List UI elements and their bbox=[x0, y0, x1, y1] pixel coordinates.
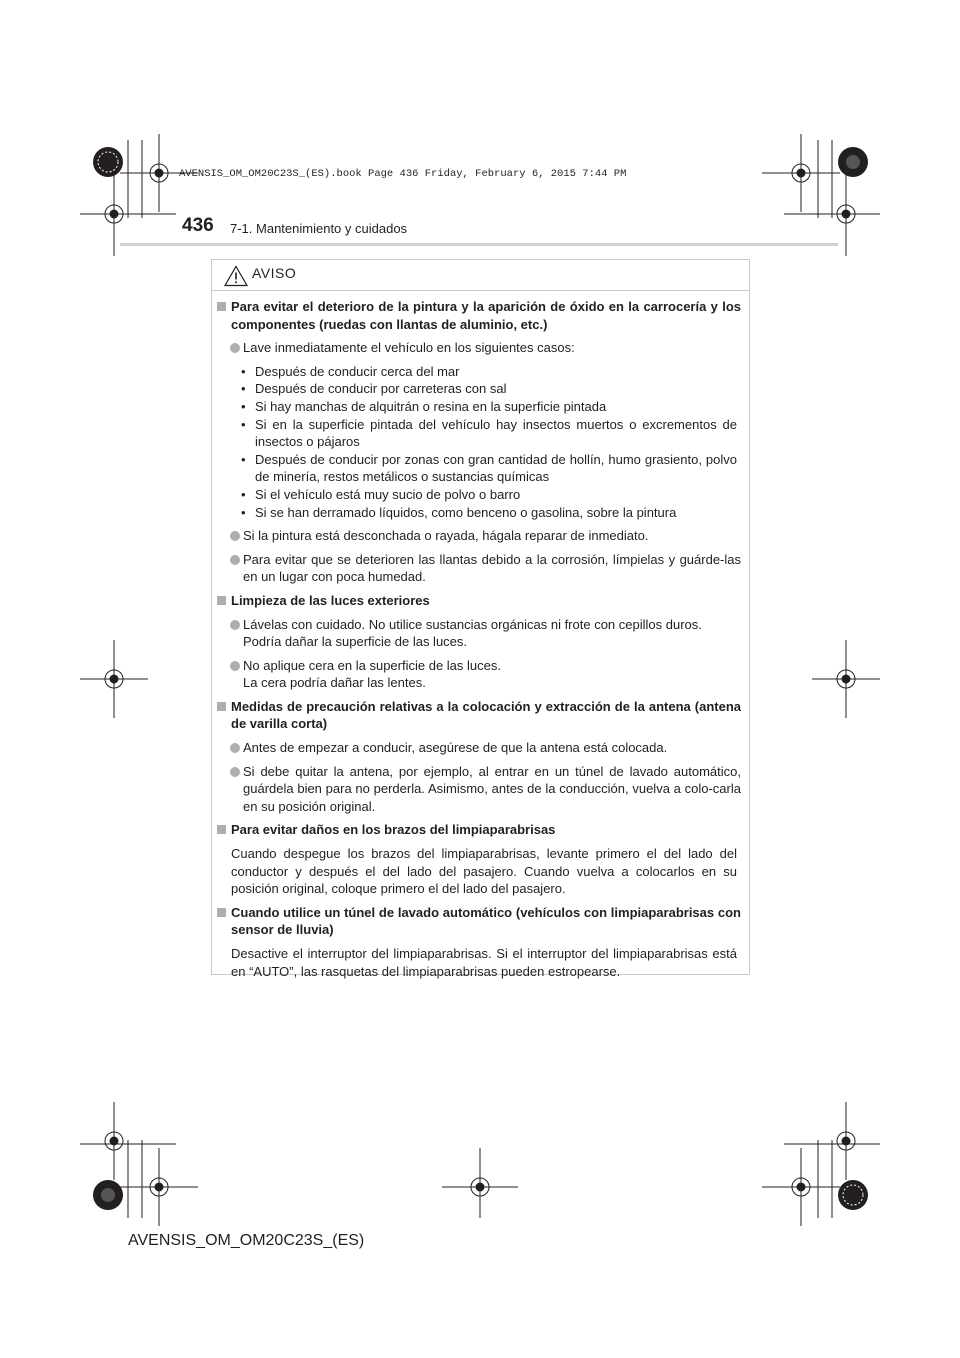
circle-bullet-icon bbox=[230, 343, 240, 353]
book-file-info: AVENSIS_OM_OM20C23S_(ES).book Page 436 Friday, February 6, 2015 7:44 PM bbox=[179, 168, 627, 180]
notice-content bbox=[212, 298, 749, 986]
square-bullet-icon bbox=[217, 908, 226, 917]
circle-bullet-icon bbox=[230, 767, 240, 777]
notice-box bbox=[211, 259, 750, 979]
circle-bullet-icon bbox=[230, 661, 240, 671]
list-item: • Después de conducir cerca del mar bbox=[241, 363, 460, 379]
notice-header bbox=[212, 260, 749, 291]
circle-bullet-icon bbox=[230, 555, 240, 565]
paragraph: Cuando despegue los brazos del limpiaparabrisas, levante primero el del lado del conductor y después el del lado del pasajero. Cuando vuelva a colocarlos en su posición original, coloque primero el del lado del pasajero. bbox=[231, 846, 737, 897]
list-item: Si debe quitar la antena, por ejemplo, al entrar en un túnel de lavado automático, guárdela bien para no perderla. Asimismo, antes de la conducción, vuelva a colo-carla en su posición original. bbox=[212, 763, 749, 816]
header-rule bbox=[120, 243, 838, 246]
list-item: • Si hay manchas de alquitrán o resina en la superficie pintada bbox=[241, 398, 607, 414]
square-bullet-icon bbox=[217, 702, 226, 711]
list-item: Antes de empezar a conducir, asegúrese de que la antena está colocada. bbox=[212, 739, 749, 757]
section-heading: Para evitar daños en los brazos del limpiaparabrisas bbox=[212, 821, 749, 839]
page-number: 436 bbox=[182, 215, 214, 236]
list-item: • Si se han derramado líquidos, como benceno o gasolina, sobre la pintura bbox=[241, 504, 677, 520]
section-heading: Para evitar el deterioro de la pintura y la aparición de óxido en la carrocería y los componentes (ruedas con llantas de aluminio, etc.) bbox=[212, 298, 749, 333]
paragraph: Desactive el interruptor del limpiaparabrisas. Si el interruptor del limpiaparabrisas está en “AUTO”, las rasquetas del limpiaparabrisas pueden estropearse. bbox=[231, 946, 737, 979]
list-item: • Después de conducir por zonas con gran cantidad de hollín, humo grasiento, polvo de minería, restos metálicos o sustancias químicas bbox=[241, 451, 737, 485]
square-bullet-icon bbox=[217, 302, 226, 311]
circle-bullet-icon bbox=[230, 531, 240, 541]
list-item: Lávelas con cuidado. No utilice sustancias orgánicas ni frote con cepillos duros. Podría dañar la superficie de las luces. bbox=[212, 616, 749, 651]
notice-label: AVISO bbox=[252, 265, 297, 281]
list-item: Si la pintura está desconchada o rayada, hágala reparar de inmediato. bbox=[212, 527, 749, 545]
list-item: • Si el vehículo está muy sucio de polvo o barro bbox=[241, 486, 521, 502]
list-item: Para evitar que se deterioren las llantas debido a la corrosión, límpielas y guárde-las en un lugar con poca humedad. bbox=[212, 551, 749, 586]
section-heading: Limpieza de las luces exteriores bbox=[212, 592, 749, 610]
list-item: Lave inmediatamente el vehículo en los siguientes casos: bbox=[212, 339, 749, 357]
section-title: 7-1. Mantenimiento y cuidados bbox=[230, 221, 408, 236]
bullet-list bbox=[212, 363, 749, 521]
circle-bullet-icon bbox=[230, 743, 240, 753]
list-item: No aplique cera en la superficie de las luces. La cera podría dañar las lentes. bbox=[212, 657, 749, 692]
section-heading: Medidas de precaución relativas a la colocación y extracción de la antena (antena de varilla corta) bbox=[212, 698, 749, 733]
circle-bullet-icon bbox=[230, 620, 240, 630]
document-code: AVENSIS_OM_OM20C23S_(ES) bbox=[128, 1232, 365, 1249]
list-item: • Después de conducir por carreteras con sal bbox=[241, 381, 507, 397]
square-bullet-icon bbox=[217, 596, 226, 605]
section-heading: Cuando utilice un túnel de lavado automático (vehículos con limpiaparabrisas con sensor de lluvia) bbox=[212, 904, 749, 939]
square-bullet-icon bbox=[217, 825, 226, 834]
list-item: • Si en la superficie pintada del vehículo hay insectos muertos o excrementos de insectos o pájaros bbox=[241, 416, 737, 450]
warning-triangle-icon bbox=[224, 265, 248, 287]
